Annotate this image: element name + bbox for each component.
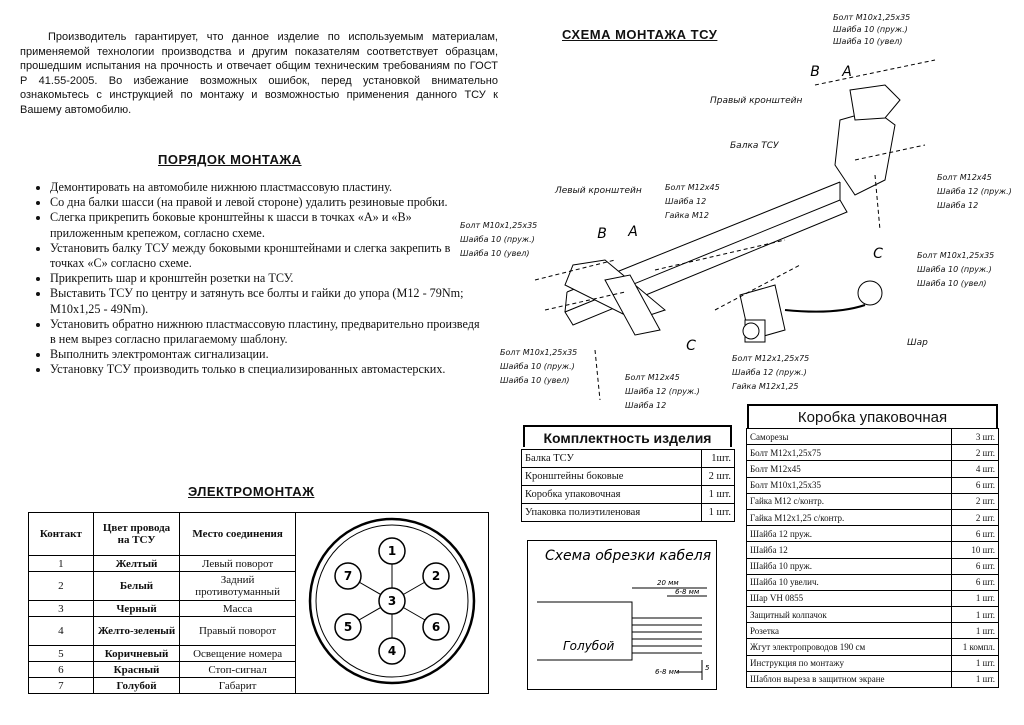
packing-table bbox=[746, 428, 999, 688]
pin-6: 6 bbox=[431, 619, 441, 634]
table-row: 3 Черный Масса bbox=[29, 601, 489, 617]
table-row: 5 Коричневый Освещение номера bbox=[29, 646, 489, 662]
svg-text:Болт М12х1,25х75: Болт М12х1,25х75 bbox=[732, 354, 810, 363]
label-ball: Шар bbox=[907, 338, 928, 348]
wire-label: Голубой bbox=[563, 639, 615, 653]
table-row: Кронштейны боковые 2 шт. bbox=[522, 468, 735, 486]
svg-text:Шайба 10 (пруж.): Шайба 10 (пруж.) bbox=[917, 265, 992, 274]
table-row: Болт М12х45 4 шт. bbox=[747, 461, 999, 477]
table-row: Шаблон выреза в защитном экране 1 шт. bbox=[747, 671, 999, 687]
svg-text:Шайба 10 (пруж.): Шайба 10 (пруж.) bbox=[500, 362, 575, 371]
pin-7: 7 bbox=[343, 568, 353, 583]
kit-table bbox=[521, 449, 735, 522]
svg-text:Шайба 10 (увел): Шайба 10 (увел) bbox=[500, 376, 570, 385]
electrical-title: ЭЛЕКТРОМОНТАЖ bbox=[188, 484, 315, 499]
table-row: Упаковка полиэтиленовая 1 шт. bbox=[522, 504, 735, 522]
dim-strip: 6-8 мм bbox=[675, 588, 700, 596]
table-row: 4 Желто-зеленый Правый поворот bbox=[29, 617, 489, 646]
assembly-steps bbox=[28, 180, 480, 378]
table-row: 7 Голубой Габарит bbox=[29, 678, 489, 694]
point-b-left: B bbox=[597, 226, 607, 242]
point-b-right: B bbox=[810, 64, 820, 80]
list-item: • Выставить ТСУ по центру и затянуть все болты и гайки до упора (М12 - 79Nm; М10х1,25 - 49Nm). bbox=[50, 286, 480, 316]
point-c-left: C bbox=[686, 338, 696, 354]
svg-text:Шайба 10 (увел): Шайба 10 (увел) bbox=[917, 279, 987, 288]
svg-text:Шайба 12: Шайба 12 bbox=[665, 197, 707, 206]
svg-text:Болт М10х1,25х35: Болт М10х1,25х35 bbox=[917, 251, 995, 260]
list-item: • Выполнить электромонтаж сигнализации. bbox=[50, 347, 480, 362]
table-row: Розетка 1 шт. bbox=[747, 623, 999, 639]
table-row: 2 Белый Задний противотуманный bbox=[29, 572, 489, 601]
label-right-bracket: Правый кронштейн bbox=[710, 96, 803, 106]
svg-text:Шайба 12: Шайба 12 bbox=[625, 401, 667, 410]
table-row: Защитный колпачок 1 шт. bbox=[747, 607, 999, 623]
col-contact: Контакт bbox=[29, 513, 94, 556]
list-item: • Со дна балки шасси (на правой и левой стороне) удалить резиновые пробки. bbox=[50, 195, 480, 210]
dim-total: 20 мм bbox=[657, 579, 679, 587]
table-row: Шайба 10 увелич. 6 шт. bbox=[747, 574, 999, 590]
pin-4: 4 bbox=[387, 643, 397, 658]
svg-text:Шайба 12: Шайба 12 bbox=[937, 201, 979, 210]
table-row: Жгут электропроводов 190 см 1 компл. bbox=[747, 639, 999, 655]
list-item: • Установить обратно нижнюю пластмассовую пластину, предварительно произведя в нем вырез согласно прилагаемому шаблону. bbox=[50, 317, 480, 347]
table-row: 1 Желтый Левый поворот bbox=[29, 556, 489, 572]
table-row: Шайба 12 10 шт. bbox=[747, 542, 999, 558]
svg-text:Болт М10х1,25х35: Болт М10х1,25х35 bbox=[500, 348, 578, 357]
label-beam: Балка ТСУ bbox=[730, 141, 779, 151]
table-row: Инструкция по монтажу 1 шт. bbox=[747, 655, 999, 671]
dim-bottom: 6-8 мм bbox=[655, 668, 680, 676]
svg-text:Шайба 12 (пруж.): Шайба 12 (пруж.) bbox=[937, 187, 1012, 196]
svg-text:Болт М10х1,25х35: Болт М10х1,25х35 bbox=[833, 13, 911, 22]
svg-text:Болт М10х1,25х35: Болт М10х1,25х35 bbox=[460, 221, 538, 230]
table-row: Болт М12х1,25х75 2 шт. bbox=[747, 445, 999, 461]
svg-text:Шайба 10 (увел): Шайба 10 (увел) bbox=[460, 249, 530, 258]
svg-text:Гайка М12х1,25: Гайка М12х1,25 bbox=[732, 382, 799, 391]
col-wire-color: Цвет провода на ТСУ bbox=[93, 513, 180, 556]
list-item: • Установить балку ТСУ между боковыми кронштейнами и слегка закрепить в точках «С» согласно схеме. bbox=[50, 241, 480, 271]
pin-2: 2 bbox=[431, 568, 441, 583]
list-item: • Прикрепить шар и кронштейн розетки на ТСУ. bbox=[50, 271, 480, 286]
list-item: • Слегка прикрепить боковые кронштейны к шасси в точках «А» и «В» приложенным крепежом, согласно схеме. bbox=[50, 210, 480, 240]
svg-text:Болт М12х45: Болт М12х45 bbox=[625, 373, 680, 382]
table-row: Болт М10х1,25х35 6 шт. bbox=[747, 477, 999, 493]
point-c-right: C bbox=[873, 246, 883, 262]
table-row: Шайба 12 пруж. 6 шт. bbox=[747, 526, 999, 542]
table-row: Шар VH 0855 1 шт. bbox=[747, 590, 999, 606]
svg-text:Болт М12х45: Болт М12х45 bbox=[937, 173, 992, 182]
svg-text:Болт М12х45: Болт М12х45 bbox=[665, 183, 720, 192]
callouts bbox=[460, 13, 1012, 410]
kit-title: Комплектность изделия bbox=[523, 425, 732, 447]
list-item: • Установку ТСУ производить только в специализированных автомастерских. bbox=[50, 362, 480, 377]
cable-cut-diagram bbox=[527, 540, 717, 690]
svg-text:Гайка М12: Гайка М12 bbox=[665, 211, 709, 220]
list-item: • Демонтировать на автомобиле нижнюю пластмассовую пластину. bbox=[50, 180, 480, 195]
packing-title: Коробка упаковочная bbox=[747, 404, 998, 428]
table-row: Балка ТСУ 1шт. bbox=[522, 450, 735, 468]
svg-text:Шайба 12 (пруж.): Шайба 12 (пруж.) bbox=[625, 387, 700, 396]
point-a-left: A bbox=[628, 224, 638, 240]
scheme-title: СХЕМА МОНТАЖА ТСУ bbox=[562, 27, 718, 42]
table-row: Гайка М12х1,25 с/контр. 2 шт. bbox=[747, 509, 999, 525]
svg-text:Шайба 10 (увел): Шайба 10 (увел) bbox=[833, 37, 903, 46]
pin-1: 1 bbox=[387, 543, 397, 558]
wiring-table bbox=[28, 512, 489, 694]
table-row: Гайка М12 с/контр. 2 шт. bbox=[747, 493, 999, 509]
warranty-text: Производитель гарантирует, что данное изделие по используемым материалам, применяемой технологии производства и другим показателям соответствует образцам, прошедшим испытания на прочность и отвечает общим техническим требованиям по ГОСТ Р 41.55-2005. Во избежание возможных ошибок, перед установкой внимательно ознакомьтесь с инструкцией по монтажу и возможностью применения данного ТСУ к Вашему автомобилю. bbox=[20, 31, 498, 116]
svg-text:Шайба 10 (пруж.): Шайба 10 (пруж.) bbox=[460, 235, 535, 244]
socket-diagram bbox=[297, 517, 487, 687]
cable-cut-title: Схема обрезки кабеля bbox=[545, 548, 712, 564]
table-row: Коробка упаковочная 1 шт. bbox=[522, 486, 735, 504]
label-left-bracket: Левый кронштейн bbox=[555, 186, 642, 196]
pin-5: 5 bbox=[343, 619, 353, 634]
mounting-diagram bbox=[455, 0, 1024, 420]
assembly-title: ПОРЯДОК МОНТАЖА bbox=[158, 152, 302, 167]
svg-text:Шайба 10 (пруж.): Шайба 10 (пруж.) bbox=[833, 25, 908, 34]
socket-cell bbox=[295, 513, 488, 694]
table-row: Саморезы 3 шт. bbox=[747, 429, 999, 445]
table-row: 6 Красный Стоп-сигнал bbox=[29, 662, 489, 678]
dim-end: 5 bbox=[705, 664, 710, 672]
point-a-right: A bbox=[842, 64, 852, 80]
col-connection: Место соединения bbox=[180, 513, 296, 556]
pin-3: 3 bbox=[387, 593, 397, 608]
svg-text:Шайба 12 (пруж.): Шайба 12 (пруж.) bbox=[732, 368, 807, 377]
table-row: Шайба 10 пруж. 6 шт. bbox=[747, 558, 999, 574]
